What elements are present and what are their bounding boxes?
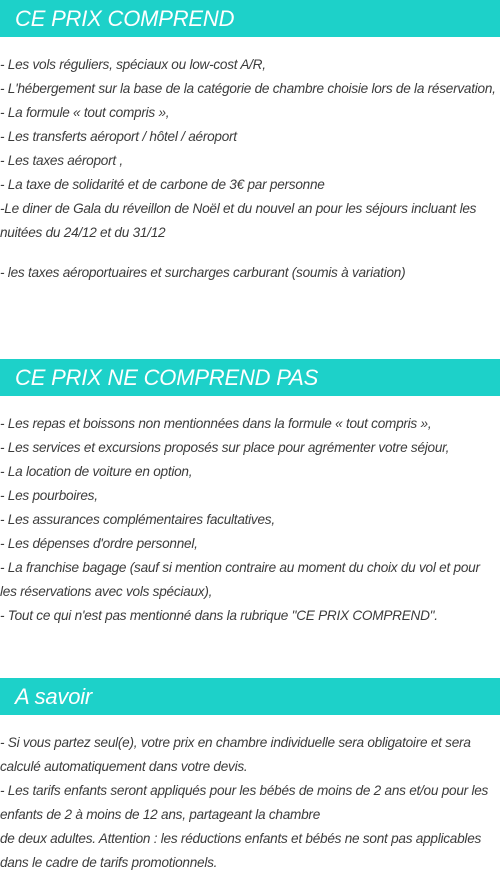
list-item: - La location de voiture en option, [0, 464, 193, 479]
list-item-extra: - les taxes aéroportuaires et surcharges carburant (soumis à variation) [0, 265, 406, 280]
list-item: de deux adultes. Attention : les réductions enfants et bébés ne sont pas applicables dans le cadre de tarifs promotionnels. [0, 831, 482, 870]
list-item: -Le diner de Gala du réveillon de Noël et du nouvel an pour les séjours incluant les nuitées du 24/12 et du 31/12 [0, 201, 477, 240]
section-header-excludes [0, 359, 500, 396]
list-item: - Les pourboires, [0, 488, 98, 503]
section-body-info [0, 731, 500, 875]
section-header-info [0, 678, 500, 715]
list-item: - Les repas et boissons non mentionnées dans la formule « tout compris », [0, 416, 432, 431]
list-item: - Les assurances complémentaires facultatives, [0, 512, 275, 527]
section-body-excludes [0, 412, 500, 628]
list-item: - Les dépenses d'ordre personnel, [0, 536, 198, 551]
list-item: - L'hébergement sur la base de la catégorie de chambre choisie lors de la réservation, [0, 81, 496, 96]
list-item: - Les vols réguliers, spéciaux ou low-cost A/R, [0, 57, 266, 72]
list-item: - Les services et excursions proposés sur place pour agrémenter votre séjour, [0, 440, 450, 455]
list-item: - Les transferts aéroport / hôtel / aéroport [0, 129, 237, 144]
list-item: - La formule « tout compris », [0, 105, 170, 120]
list-item: - Les taxes aéroport , [0, 153, 123, 168]
section-body-includes [0, 53, 500, 285]
list-item: - La taxe de solidarité et de carbone de 3€ par personne [0, 177, 325, 192]
list-item: - Les tarifs enfants seront appliqués pour les bébés de moins de 2 ans et/ou pour les enfants de 2 à moins de 12 ans, partageant la chambre [0, 783, 489, 822]
list-item: - La franchise bagage (sauf si mention contraire au moment du choix du vol et pour les réservations avec vols spéciaux), [0, 560, 480, 599]
section-header-includes [0, 0, 500, 37]
section-title: CE PRIX COMPREND [15, 6, 235, 31]
section-title: CE PRIX NE COMPREND PAS [15, 365, 319, 390]
section-title: A savoir [15, 684, 93, 709]
list-item: - Tout ce qui n'est pas mentionné dans la rubrique "CE PRIX COMPREND". [0, 608, 438, 623]
list-item: - Si vous partez seul(e), votre prix en chambre individuelle sera obligatoire et sera calculé automatiquement dans votre devis. [0, 735, 471, 774]
